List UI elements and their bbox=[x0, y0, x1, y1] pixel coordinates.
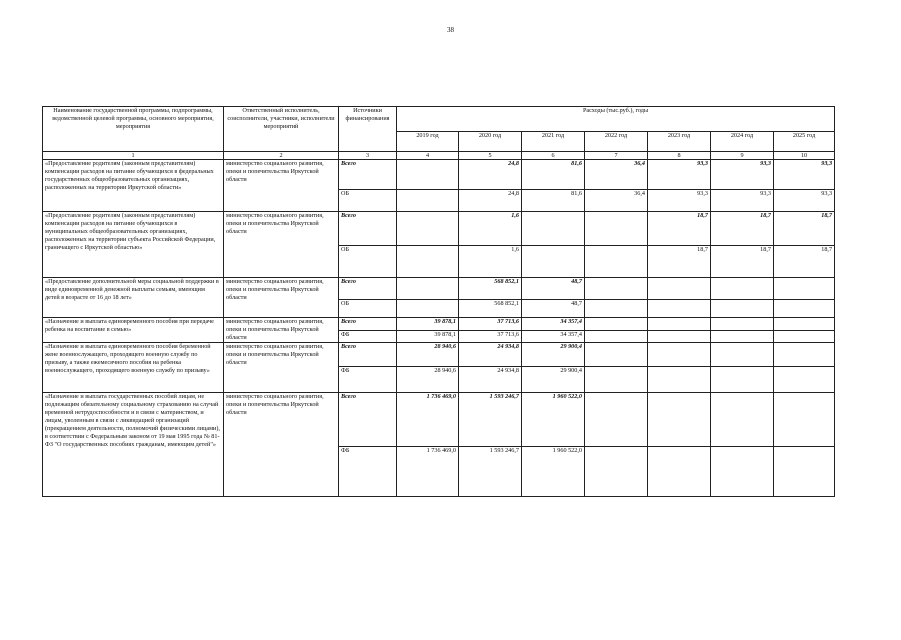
total-value: 39 878,1 bbox=[397, 318, 459, 331]
total-label: Всего bbox=[339, 343, 397, 367]
total-value: 1 736 469,0 bbox=[397, 393, 459, 447]
source-value bbox=[711, 447, 774, 497]
program-name: «Назначение и выплата государственных пособий лицам, не подлежащим обязательному социальному страхованию на случай временной нетрудоспособности и в связи с материнством, и лицам, уволенным в связи с ликвидацией организаций (прекращением деятельности, полномочий физическими лицами), в соответствии с Федеральным законом от 19 мая 1995 года № 81-ФЗ "О государственных пособиях гражданам, имеющим детей"» bbox=[43, 393, 224, 497]
column-number: 1 bbox=[43, 152, 224, 160]
total-value bbox=[648, 278, 711, 300]
total-label: Всего bbox=[339, 318, 397, 331]
total-value bbox=[711, 278, 774, 300]
total-value bbox=[774, 318, 835, 331]
total-value: 93,3 bbox=[711, 160, 774, 190]
total-value bbox=[397, 278, 459, 300]
source-value bbox=[585, 367, 648, 393]
source-value: 18,7 bbox=[648, 246, 711, 278]
total-value: 93,3 bbox=[774, 160, 835, 190]
funding-source: ФБ bbox=[339, 447, 397, 497]
total-value: 81,6 bbox=[522, 160, 585, 190]
program-executor: министерство социального развития, опеки и попечительства Иркутской области bbox=[224, 318, 339, 343]
total-value bbox=[585, 393, 648, 447]
program-name: «Предоставление родителям (законным представителям) компенсации расходов на питание обучающихся в муниципальных общеобразовательных организациях, расположенных на территории субъекта Российской Федерации, граничащего с Иркутской областью» bbox=[43, 212, 224, 278]
source-value bbox=[648, 330, 711, 343]
total-value bbox=[585, 318, 648, 331]
source-value bbox=[711, 367, 774, 393]
source-value bbox=[774, 447, 835, 497]
total-value bbox=[711, 393, 774, 447]
source-value bbox=[648, 300, 711, 318]
total-label: Всего bbox=[339, 212, 397, 246]
total-value bbox=[774, 343, 835, 367]
total-value bbox=[648, 393, 711, 447]
header-year: 2019 год bbox=[397, 132, 459, 152]
total-value: 568 852,1 bbox=[459, 278, 522, 300]
source-value bbox=[774, 300, 835, 318]
header-year: 2020 год bbox=[459, 132, 522, 152]
total-value: 18,7 bbox=[648, 212, 711, 246]
source-value bbox=[585, 246, 648, 278]
table-row bbox=[43, 278, 835, 300]
source-value bbox=[585, 300, 648, 318]
funding-source: ОБ bbox=[339, 300, 397, 318]
total-value: 37 713,6 bbox=[459, 318, 522, 331]
source-value: 93,3 bbox=[774, 190, 835, 212]
total-label: Всего bbox=[339, 160, 397, 190]
program-executor: министерство социального развития, опеки и попечительства Иркутской области bbox=[224, 343, 339, 393]
total-value: 1 593 246,7 bbox=[459, 393, 522, 447]
funding-source: ОБ bbox=[339, 246, 397, 278]
expenses-table bbox=[42, 106, 835, 497]
total-value bbox=[711, 318, 774, 331]
total-value: 1,6 bbox=[459, 212, 522, 246]
source-value: 18,7 bbox=[711, 246, 774, 278]
source-value bbox=[774, 367, 835, 393]
header-source: Источники финансирования bbox=[339, 107, 397, 152]
source-value: 24,8 bbox=[459, 190, 522, 212]
source-value: 1 593 246,7 bbox=[459, 447, 522, 497]
total-value: 1 960 522,0 bbox=[522, 393, 585, 447]
total-value: 36,4 bbox=[585, 160, 648, 190]
source-value: 48,7 bbox=[522, 300, 585, 318]
column-number: 8 bbox=[648, 152, 711, 160]
program-executor: министерство социального развития, опеки и попечительства Иркутской области bbox=[224, 212, 339, 278]
header-executor: Ответственный исполнитель, соисполнители, участники, исполнители мероприятий bbox=[224, 107, 339, 152]
total-value bbox=[585, 343, 648, 367]
header-year: 2022 год bbox=[585, 132, 648, 152]
source-value: 568 852,1 bbox=[459, 300, 522, 318]
column-number: 4 bbox=[397, 152, 459, 160]
source-value: 81,6 bbox=[522, 190, 585, 212]
total-label: Всего bbox=[339, 278, 397, 300]
header-year: 2025 год bbox=[774, 132, 835, 152]
header-year: 2023 год bbox=[648, 132, 711, 152]
source-value bbox=[648, 367, 711, 393]
source-value bbox=[397, 190, 459, 212]
total-value: 48,7 bbox=[522, 278, 585, 300]
source-value: 36,4 bbox=[585, 190, 648, 212]
total-value bbox=[648, 318, 711, 331]
total-value bbox=[774, 393, 835, 447]
funding-source: ФБ bbox=[339, 367, 397, 393]
source-value bbox=[522, 246, 585, 278]
program-name: «Предоставление родителям (законным представителям) компенсации расходов на питание обучающихся в федеральных государственных общеобразовательных организациях, расположенных на территории Иркутской области» bbox=[43, 160, 224, 212]
program-name: «Предоставление дополнительной меры социальной поддержки в виде единовременной денежной выплаты семьям, имеющим детей в возрасте от 16 до 18 лет» bbox=[43, 278, 224, 318]
program-executor: министерство социального развития, опеки и попечительства Иркутской области bbox=[224, 278, 339, 318]
header-expenses: Расходы (тыс.руб.), годы bbox=[397, 107, 835, 132]
table-row bbox=[43, 318, 835, 331]
header-year: 2024 год bbox=[711, 132, 774, 152]
source-value: 93,3 bbox=[648, 190, 711, 212]
source-value: 34 357,4 bbox=[522, 330, 585, 343]
table-row bbox=[43, 343, 835, 367]
source-value bbox=[774, 330, 835, 343]
total-value: 18,7 bbox=[774, 212, 835, 246]
table-row bbox=[43, 393, 835, 447]
total-value bbox=[711, 343, 774, 367]
total-value: 29 900,4 bbox=[522, 343, 585, 367]
source-value: 93,3 bbox=[711, 190, 774, 212]
source-value bbox=[585, 447, 648, 497]
source-value: 18,7 bbox=[774, 246, 835, 278]
column-number: 6 bbox=[522, 152, 585, 160]
program-executor: министерство социального развития, опеки и попечительства Иркутской области bbox=[224, 393, 339, 497]
total-value: 24 934,8 bbox=[459, 343, 522, 367]
program-executor: министерство социального развития, опеки и попечительства Иркутской области bbox=[224, 160, 339, 212]
source-value: 37 713,6 bbox=[459, 330, 522, 343]
source-value: 28 940,6 bbox=[397, 367, 459, 393]
total-value bbox=[774, 278, 835, 300]
total-value bbox=[585, 212, 648, 246]
column-number: 3 bbox=[339, 152, 397, 160]
total-value: 24,8 bbox=[459, 160, 522, 190]
source-value bbox=[585, 330, 648, 343]
source-value: 1 736 469,0 bbox=[397, 447, 459, 497]
program-name: «Назначение и выплата единовременного пособия при передаче ребенка на воспитание в семью» bbox=[43, 318, 224, 343]
source-value: 1 960 522,0 bbox=[522, 447, 585, 497]
column-number: 9 bbox=[711, 152, 774, 160]
funding-source: ОБ bbox=[339, 190, 397, 212]
total-value bbox=[397, 160, 459, 190]
source-value: 1,6 bbox=[459, 246, 522, 278]
column-number: 7 bbox=[585, 152, 648, 160]
column-number: 5 bbox=[459, 152, 522, 160]
source-value: 39 878,1 bbox=[397, 330, 459, 343]
total-value bbox=[522, 212, 585, 246]
source-value bbox=[648, 447, 711, 497]
total-value: 28 940,6 bbox=[397, 343, 459, 367]
total-value: 34 357,4 bbox=[522, 318, 585, 331]
header-name: Наименование государственной программы, подпрограммы, ведомственной целевой программы, основного мероприятия, мероприятия bbox=[43, 107, 224, 152]
page-number: 38 bbox=[447, 26, 454, 34]
source-value bbox=[397, 246, 459, 278]
funding-source: ФБ bbox=[339, 330, 397, 343]
source-value: 29 900,4 bbox=[522, 367, 585, 393]
total-value bbox=[585, 278, 648, 300]
source-value bbox=[711, 300, 774, 318]
total-value: 18,7 bbox=[711, 212, 774, 246]
source-value bbox=[711, 330, 774, 343]
column-number: 2 bbox=[224, 152, 339, 160]
total-label: Всего bbox=[339, 393, 397, 447]
program-name: «Назначение и выплата единовременного пособия беременной жене военнослужащего, проходящего военную службу по призыву, а также ежемесячного пособия на ребенка военнослужащего, проходящего военную службу по призыву» bbox=[43, 343, 224, 393]
total-value bbox=[648, 343, 711, 367]
header-year: 2021 год bbox=[522, 132, 585, 152]
column-number: 10 bbox=[774, 152, 835, 160]
table-row bbox=[43, 160, 835, 190]
source-value: 24 934,8 bbox=[459, 367, 522, 393]
source-value bbox=[397, 300, 459, 318]
total-value: 93,3 bbox=[648, 160, 711, 190]
total-value bbox=[397, 212, 459, 246]
table-row bbox=[43, 212, 835, 246]
